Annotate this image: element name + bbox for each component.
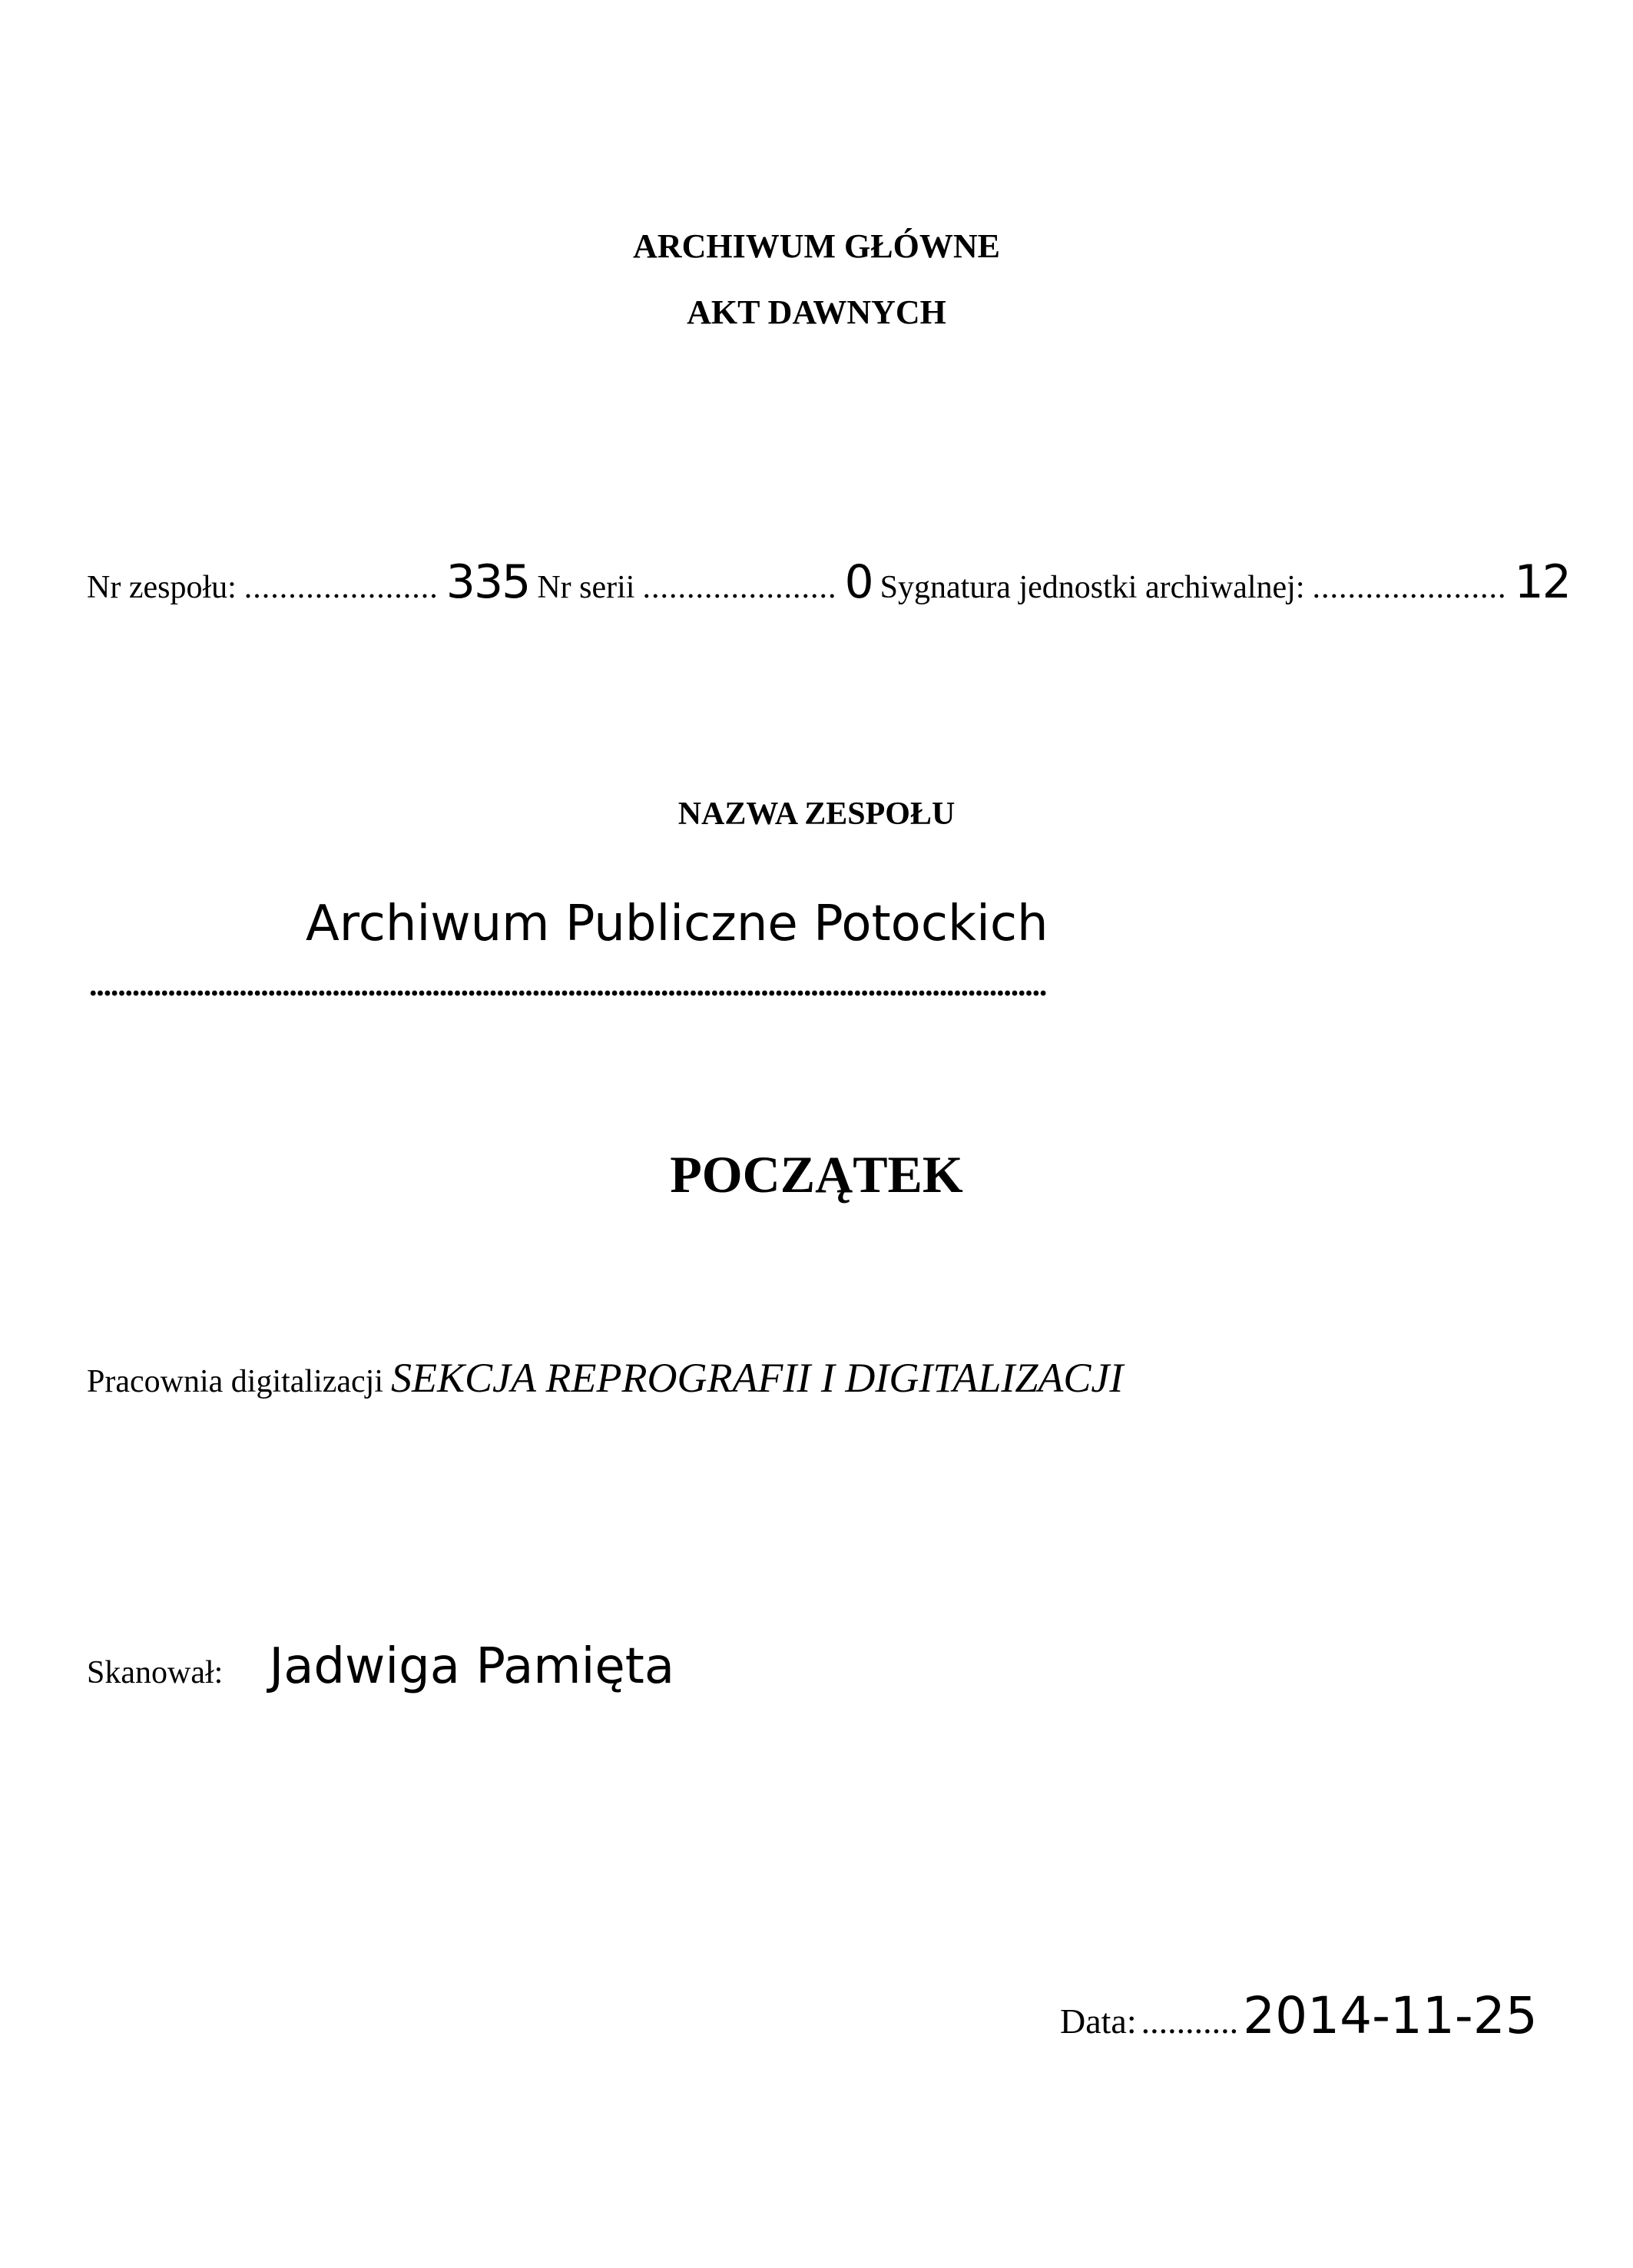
series-number-label: Nr serii (537, 570, 635, 605)
fond-name-heading: NAZWA ZESPOŁU (677, 796, 956, 832)
workshop-value: SEKCJA REPROGRAFII I DIGITALIZACJI (391, 1355, 1124, 1401)
workshop-line (87, 1353, 1123, 1403)
document-title: POCZĄTEK (670, 1145, 963, 1204)
series-number-dots: ...................... (642, 570, 837, 605)
fond-name-value: Archiwum Publiczne Potockich (306, 896, 1048, 952)
date-dots: ........... (1141, 2001, 1239, 2041)
identifier-line (87, 555, 1570, 610)
fond-number-value: 335 (446, 555, 530, 609)
archive-name-line1: ARCHIWUM GŁÓWNE (633, 227, 1000, 265)
date-label: Data: (1060, 2001, 1137, 2041)
scanner-name: Jadwiga Pamięta (269, 1638, 675, 1695)
date-line (1060, 1985, 1538, 2046)
signature-label: Sygnatura jednostki archiwalnej: (879, 570, 1305, 605)
archive-name-line2: AKT DAWNYCH (687, 293, 946, 331)
fond-number-label: Nr zespołu: (87, 570, 237, 605)
fond-name-dotted-line: ...................................................................................................................................... (89, 968, 1047, 1003)
date-value: 2014-11-25 (1243, 1986, 1538, 2045)
signature-dots: ...................... (1312, 570, 1507, 605)
series-number-value: 0 (844, 555, 873, 609)
workshop-label: Pracownia digitalizacji (87, 1364, 384, 1399)
scanner-label: Skanował: (87, 1655, 224, 1690)
scanner-line (87, 1637, 674, 1697)
signature-value: 12 (1514, 555, 1570, 609)
fond-number-dots: ...................... (243, 570, 439, 605)
